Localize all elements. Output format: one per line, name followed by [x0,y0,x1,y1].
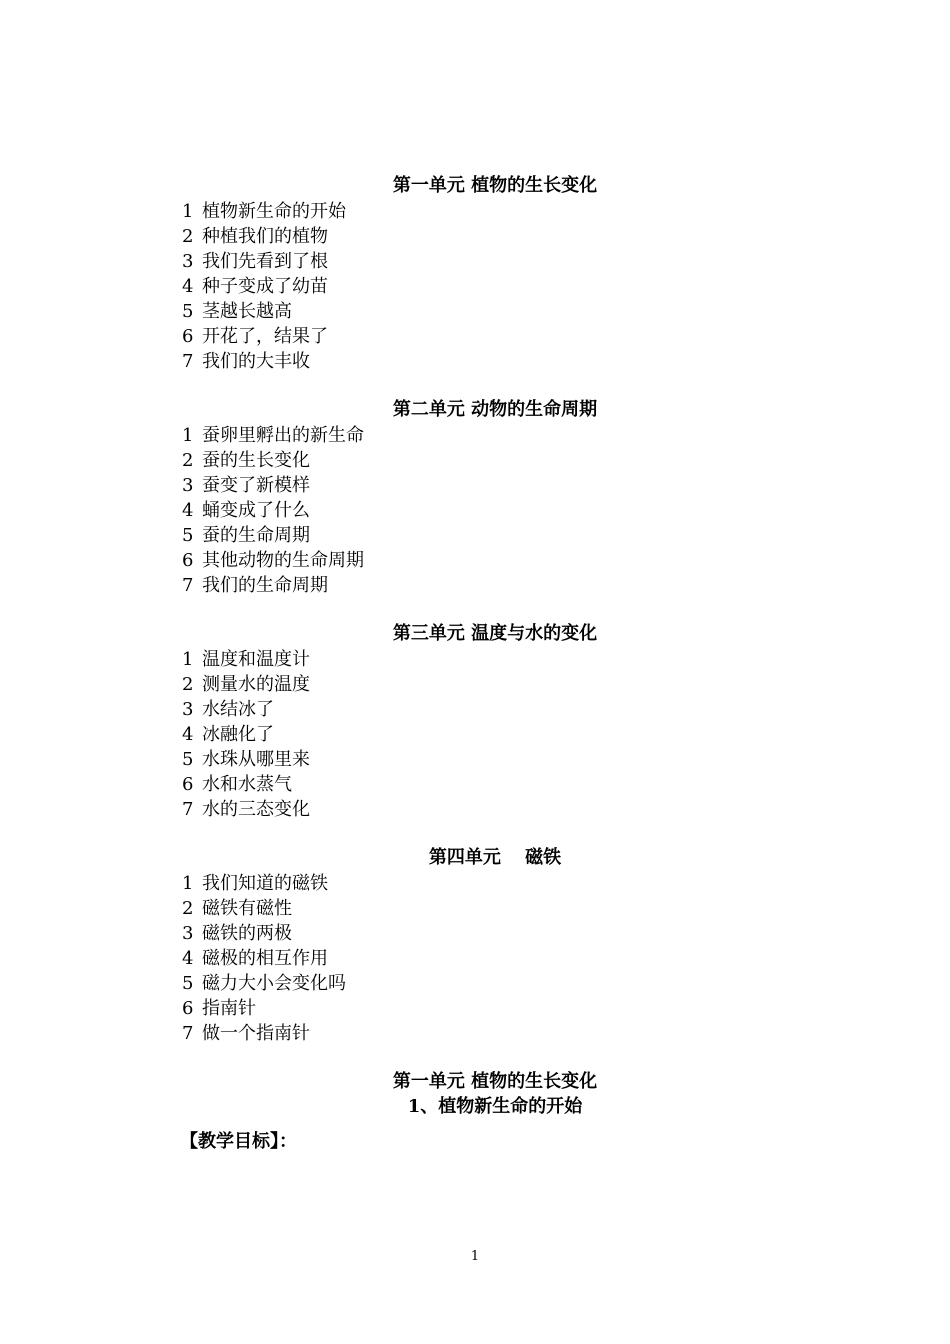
lesson-list-unit-4 [182,871,346,1046]
list-item: 3 蚕变了新模样 [182,475,310,496]
list-item: 5 茎越长越高 [182,301,292,322]
list-item: 7 水的三态变化 [182,799,310,820]
list-item: 1 我们知道的磁铁 [182,873,328,894]
page-number: 1 [470,1249,480,1264]
list-item: 4 蛹变成了什么 [182,500,310,521]
unit-title-4: 第四单元 磁铁 [428,847,562,868]
list-item: 1 蚕卵里孵出的新生命 [182,425,364,446]
list-item: 4 冰融化了 [182,724,274,745]
lesson-list-unit-2 [182,423,364,598]
list-item: 2 磁铁有磁性 [182,898,292,919]
list-item: 7 我们的大丰收 [182,351,310,372]
list-item: 2 蚕的生长变化 [182,450,310,471]
list-item: 6 水和水蒸气 [182,774,292,795]
list-item: 1 温度和温度计 [182,649,310,670]
unit-title-1: 第一单元 植物的生长变化 [392,175,598,196]
list-item: 2 种植我们的植物 [182,226,328,247]
list-item: 5 蚕的生命周期 [182,525,310,546]
list-item: 3 磁铁的两极 [182,923,292,944]
teaching-goals-label: 【教学目标】： [180,1131,297,1152]
list-item: 5 磁力大小会变化吗 [182,973,346,994]
unit-title-2: 第二单元 动物的生命周期 [392,399,598,420]
unit-title-3: 第三单元 温度与水的变化 [392,623,598,644]
list-item: 6 指南针 [182,998,256,1019]
lesson-list-unit-1 [182,199,346,374]
lesson-list-unit-3 [182,647,310,822]
list-item: 7 我们的生命周期 [182,575,328,596]
list-item: 1 植物新生命的开始 [182,201,346,222]
list-item: 6 其他动物的生命周期 [182,550,364,571]
lesson-title: 1、植物新生命的开始 [407,1096,583,1117]
list-item: 7 做一个指南针 [182,1023,310,1044]
list-item: 4 磁极的相互作用 [182,948,328,969]
body-unit-title: 第一单元 植物的生长变化 [392,1071,598,1092]
list-item: 6 开花了，结果了 [182,326,328,347]
list-item: 3 水结冰了 [182,699,274,720]
list-item: 3 我们先看到了根 [182,251,328,272]
list-item: 4 种子变成了幼苗 [182,276,328,297]
list-item: 2 测量水的温度 [182,674,310,695]
list-item: 5 水珠从哪里来 [182,749,310,770]
